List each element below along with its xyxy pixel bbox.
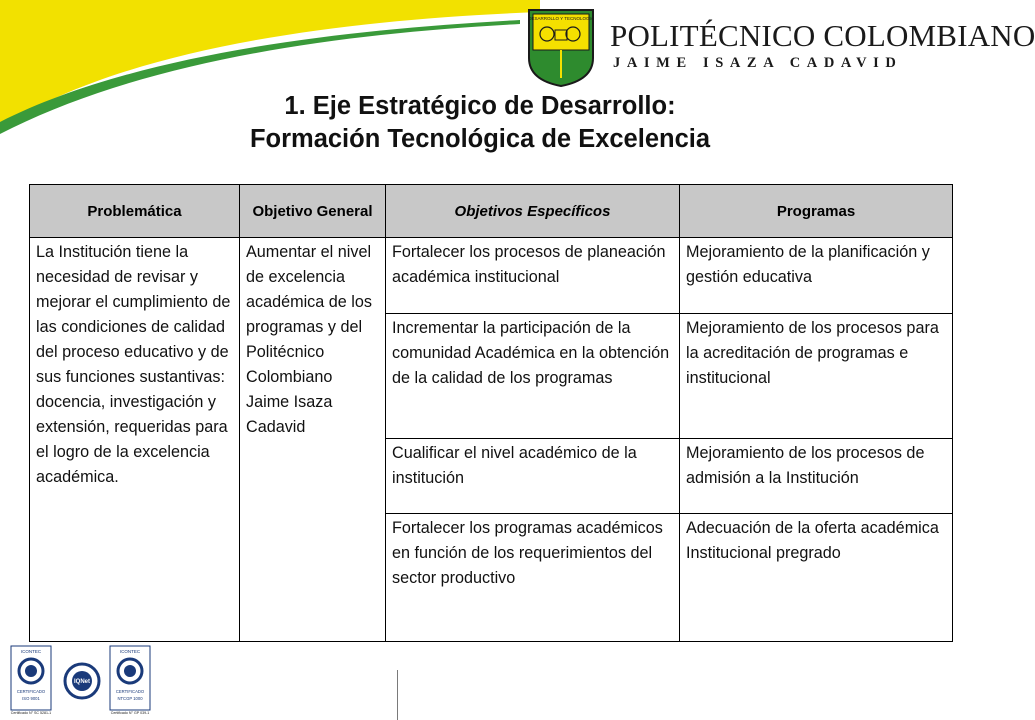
svg-text:ICONTEC: ICONTEC	[119, 649, 141, 654]
icontec-ntcgp-badge	[110, 646, 150, 715]
especifico-cell: Fortalecer los programas académicos en función de los requerimientos del sector productivo	[386, 514, 680, 642]
title-line-1: 1. Eje Estratégico de Desarrollo:	[284, 92, 676, 120]
page-title	[150, 90, 810, 156]
crest-logo	[527, 8, 595, 88]
svg-text:Certificado N° SC 5281-1: Certificado N° SC 5281-1	[10, 711, 52, 715]
svg-text:IQNet: IQNet	[73, 679, 91, 685]
svg-text:NTCGP 1000: NTCGP 1000	[117, 696, 143, 701]
strategy-table	[29, 184, 953, 642]
programa-cell: Mejoramiento de los procesos para la acreditación de programas e institucional	[680, 314, 953, 439]
problematica-cell: La Institución tiene la necesidad de revisar y mejorar el cumplimiento de las condiciones de calidad del proceso educativo y de sus funciones sustantivas: docencia, investigación y extensión, requeridas para el logro de la excelencia académica.	[30, 238, 240, 642]
programa-cell: Mejoramiento de los procesos de admisión a la Institución	[680, 439, 953, 514]
table-row	[30, 238, 953, 314]
svg-text:ISO 9001: ISO 9001	[22, 696, 40, 701]
certification-badges	[10, 645, 160, 717]
brand-subtitle: JAIME ISAZA CADAVID	[613, 55, 903, 71]
icontec-iso-badge	[11, 646, 51, 715]
table-header-row	[30, 185, 953, 238]
programa-cell: Mejoramiento de la planificación y gestión educativa	[680, 238, 953, 314]
header-programas: Programas	[680, 185, 953, 238]
header-objetivo-general: Objetivo General	[240, 185, 386, 238]
objetivo-general-cell: Aumentar el nivel de excelencia académica de los programas y del Politécnico Colombiano Jaime Isaza Cadavid	[240, 238, 386, 642]
programa-cell: Adecuación de la oferta académica Institucional pregrado	[680, 514, 953, 642]
especifico-cell: Fortalecer los procesos de planeación académica institucional	[386, 238, 680, 314]
brand-wordmark	[610, 18, 1035, 72]
svg-text:CERTIFICADO: CERTIFICADO	[115, 689, 145, 694]
especifico-cell: Cualificar el nivel académico de la institución	[386, 439, 680, 514]
iqnet-badge	[65, 664, 99, 698]
svg-text:ICONTEC: ICONTEC	[20, 649, 42, 654]
especifico-cell: Incrementar la participación de la comunidad Académica en la obtención de la calidad de los programas	[386, 314, 680, 439]
header-problematica: Problemática	[30, 185, 240, 238]
title-line-2: Formación Tecnológica de Excelencia	[249, 125, 711, 153]
svg-text:CERTIFICADO: CERTIFICADO	[16, 689, 46, 694]
header-objetivos-especificos: Objetivos Específicos	[386, 185, 680, 238]
svg-text:Certificado N° GP 039-1: Certificado N° GP 039-1	[110, 711, 150, 715]
crest-banner: DESARROLLO Y TECNOLOGIA	[528, 16, 594, 21]
brand-name: POLITÉCNICO COLOMBIANO	[610, 18, 1035, 53]
footer-divider	[397, 670, 398, 720]
